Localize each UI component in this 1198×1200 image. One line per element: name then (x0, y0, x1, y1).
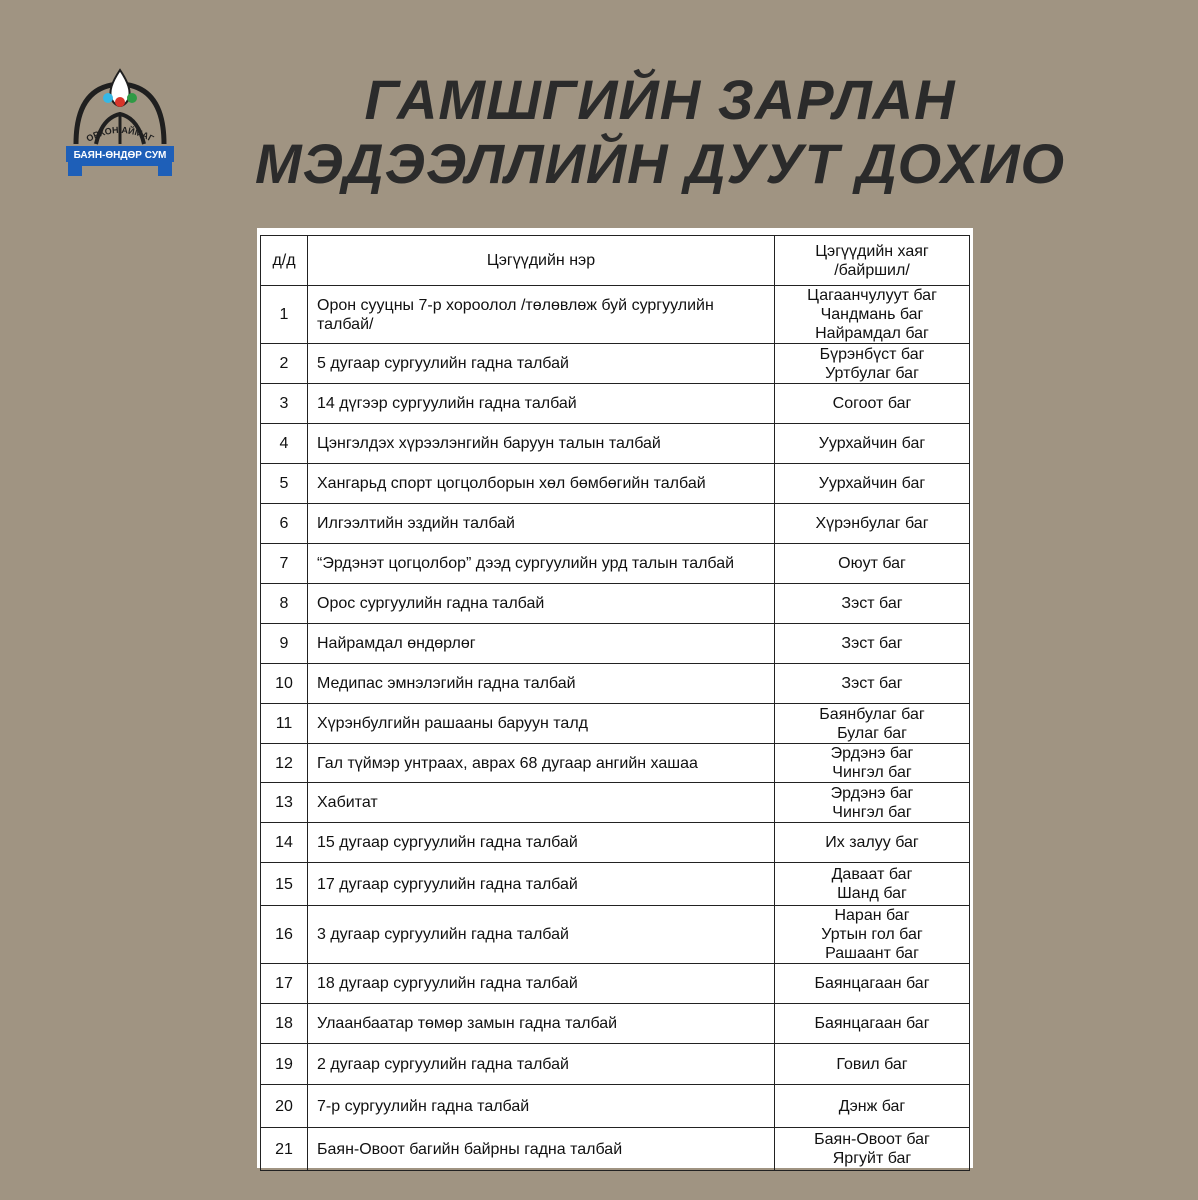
point-location-line: Цагаанчулуут баг (807, 287, 937, 304)
row-number: 12 (261, 744, 308, 783)
table-row (261, 823, 970, 863)
point-name (308, 1044, 775, 1085)
point-name (308, 384, 775, 424)
point-location-line: Шанд баг (837, 885, 907, 902)
logo-banner-text: БАЯН-ӨНДӨР СУМ (73, 150, 167, 161)
point-name-line: Найрамдал өндөрлөг (317, 635, 476, 652)
table-row (261, 744, 970, 783)
table-row (261, 344, 970, 384)
point-name-line: Улаанбаатар төмөр замын гадна талбай (317, 1015, 618, 1032)
point-location-line: Зэст баг (841, 675, 903, 692)
logo-arc-text: ОРХОН АЙМАГ (84, 124, 156, 144)
point-location (775, 823, 970, 863)
point-name-line: Орос сургуулийн гадна талбай (317, 595, 545, 612)
point-name (308, 823, 775, 863)
point-location (775, 544, 970, 584)
point-name (308, 964, 775, 1004)
point-name-line: Хабитат (317, 794, 378, 811)
point-location (775, 704, 970, 744)
table-row (261, 1004, 970, 1044)
point-name (308, 1128, 775, 1171)
row-number: 7 (261, 544, 308, 584)
point-location-line: Согоот баг (832, 395, 912, 412)
point-name (308, 464, 775, 504)
point-name (308, 544, 775, 584)
table-row (261, 504, 970, 544)
point-name (308, 504, 775, 544)
point-name-line: 17 дугаар сургуулийн гадна талбай (317, 875, 578, 893)
point-name-line: “Эрдэнэт цогцолбор” дээд сургуулийн урд талын талбай (317, 555, 735, 572)
point-location (775, 1085, 970, 1128)
table-row (261, 664, 970, 704)
table-row (261, 286, 970, 344)
point-location (775, 624, 970, 664)
row-number: 8 (261, 584, 308, 624)
point-name (308, 704, 775, 744)
row-number: 17 (261, 964, 308, 1004)
point-location-line: Чингэл баг (832, 764, 912, 781)
point-name (308, 424, 775, 464)
warning-points-table (260, 235, 970, 1171)
point-name-line: 2 дугаар сургуулийн гадна талбай (317, 1055, 569, 1073)
point-name (308, 906, 775, 964)
point-name-line: Баян-Овоот багийн байрны гадна талбай (317, 1140, 623, 1158)
table-row (261, 863, 970, 906)
table-row (261, 964, 970, 1004)
point-location-line: Зэст баг (841, 635, 903, 652)
point-location-line: Найрамдал баг (815, 325, 929, 342)
point-location (775, 344, 970, 384)
point-location-line: Чингэл баг (832, 803, 912, 821)
table-row (261, 1085, 970, 1128)
point-name-line: Орон сууцны 7-р хороолол /төлөвлөж буй сургуулийн (317, 296, 714, 314)
row-number: 5 (261, 464, 308, 504)
table-row (261, 783, 970, 823)
row-number: 10 (261, 664, 308, 704)
point-location-line: Баянцагаан баг (814, 1015, 930, 1032)
title-line-1: ГАМШГИЙН ЗАРЛАН (364, 68, 956, 131)
point-name-line: 14 дүгээр сургуулийн гадна талбай (317, 395, 577, 412)
table-row (261, 464, 970, 504)
row-number: 1 (261, 286, 308, 344)
point-location-line: Рашаант баг (825, 945, 919, 962)
point-location-line: Булаг баг (837, 724, 907, 742)
row-number: 16 (261, 906, 308, 964)
point-name (308, 744, 775, 783)
point-location-line: Уурхайчин баг (818, 475, 926, 492)
point-location-line: Уртбулаг баг (825, 364, 919, 382)
point-name (308, 664, 775, 704)
point-name-line: 15 дугаар сургуулийн гадна талбай (317, 834, 578, 851)
point-location (775, 504, 970, 544)
row-number: 6 (261, 504, 308, 544)
header-name: Цэгүүдийн нэр (308, 236, 775, 286)
row-number: 21 (261, 1128, 308, 1171)
point-name-line: 3 дугаар сургуулийн гадна талбай (317, 926, 569, 943)
point-location-line: Оюут баг (838, 555, 906, 572)
point-location-line: Даваат баг (831, 866, 913, 883)
table-row (261, 704, 970, 744)
point-location-line: Баян-Овоот баг (814, 1131, 930, 1148)
header-location-line1: Цэгүүдийн хаяг (815, 242, 929, 260)
point-location (775, 384, 970, 424)
point-location-line: Говил баг (836, 1055, 908, 1073)
row-number: 20 (261, 1085, 308, 1128)
point-location (775, 744, 970, 783)
point-name-line: 5 дугаар сургуулийн гадна талбай (317, 355, 569, 372)
row-number: 18 (261, 1004, 308, 1044)
point-location-line: Их залуу баг (825, 834, 919, 851)
point-name-line: Хангарьд спорт цогцолборын хөл бөмбөгийн талбай (317, 475, 706, 492)
point-name-line: Илгээлтийн эздийн талбай (317, 515, 515, 532)
point-name-line: 7-р сургуулийн гадна талбай (317, 1097, 530, 1115)
table-row (261, 624, 970, 664)
point-location (775, 783, 970, 823)
point-location-line: Эрдэнэ баг (830, 784, 914, 802)
point-location (775, 906, 970, 964)
row-number: 9 (261, 624, 308, 664)
point-name (308, 1004, 775, 1044)
point-name (308, 344, 775, 384)
point-name (308, 1085, 775, 1128)
row-number: 15 (261, 863, 308, 906)
point-name (308, 286, 775, 344)
point-location-line: Зэст баг (841, 595, 903, 612)
point-location (775, 964, 970, 1004)
point-location (775, 584, 970, 624)
row-number: 4 (261, 424, 308, 464)
point-location (775, 464, 970, 504)
point-location-line: Эрдэнэ баг (830, 745, 914, 762)
point-location-line: Баянцагаан баг (814, 975, 930, 992)
table-row (261, 1128, 970, 1171)
point-name-line: Цэнгэлдэх хүрээлэнгийн баруун талын талбай (317, 435, 661, 452)
bayan-undur-emblem-icon (62, 66, 178, 184)
point-location-line: Чандмань баг (820, 306, 924, 323)
point-location-line: Хүрэнбулаг баг (815, 515, 929, 532)
table-row (261, 424, 970, 464)
row-number: 2 (261, 344, 308, 384)
table-row (261, 906, 970, 964)
point-location-line: Бүрэнбүст баг (819, 345, 925, 363)
point-location (775, 664, 970, 704)
table-row (261, 544, 970, 584)
header-location (775, 236, 970, 286)
table-sheet (257, 228, 973, 1168)
point-location-line: Уртын гол баг (821, 926, 923, 943)
point-location (775, 1044, 970, 1085)
point-location (775, 1004, 970, 1044)
point-location-line: Яргуйт баг (832, 1150, 912, 1167)
point-location (775, 424, 970, 464)
row-number: 13 (261, 783, 308, 823)
point-location (775, 863, 970, 906)
point-name (308, 783, 775, 823)
point-location-line: Баянбулаг баг (819, 705, 925, 723)
row-number: 11 (261, 704, 308, 744)
title-line-2: МЭДЭЭЛЛИЙН ДУУТ ДОХИО (254, 132, 1066, 195)
table-header-row (261, 236, 970, 286)
point-location (775, 286, 970, 344)
point-name-line: Хүрэнбулгийн рашааны баруун талд (317, 715, 588, 732)
header-location-line2: /байршил/ (834, 261, 910, 279)
row-number: 19 (261, 1044, 308, 1085)
point-location (775, 1128, 970, 1171)
page-title (240, 68, 1080, 196)
point-name (308, 863, 775, 906)
point-name-line: Гал түймэр унтраах, аврах 68 дугаар ангийн хашаа (317, 754, 698, 772)
row-number: 3 (261, 384, 308, 424)
table-row (261, 384, 970, 424)
row-number: 14 (261, 823, 308, 863)
point-name-line: талбай/ (317, 315, 374, 333)
point-location-line: Дэнж баг (838, 1097, 906, 1115)
point-name-line: Медипас эмнэлэгийн гадна талбай (317, 675, 576, 692)
point-name (308, 624, 775, 664)
point-name (308, 584, 775, 624)
point-name-line: 18 дугаар сургуулийн гадна талбай (317, 975, 578, 992)
table-row (261, 1044, 970, 1085)
point-location-line: Уурхайчин баг (818, 435, 926, 452)
header-num: д/д (261, 236, 308, 286)
table-row (261, 584, 970, 624)
point-location-line: Наран баг (834, 907, 910, 924)
